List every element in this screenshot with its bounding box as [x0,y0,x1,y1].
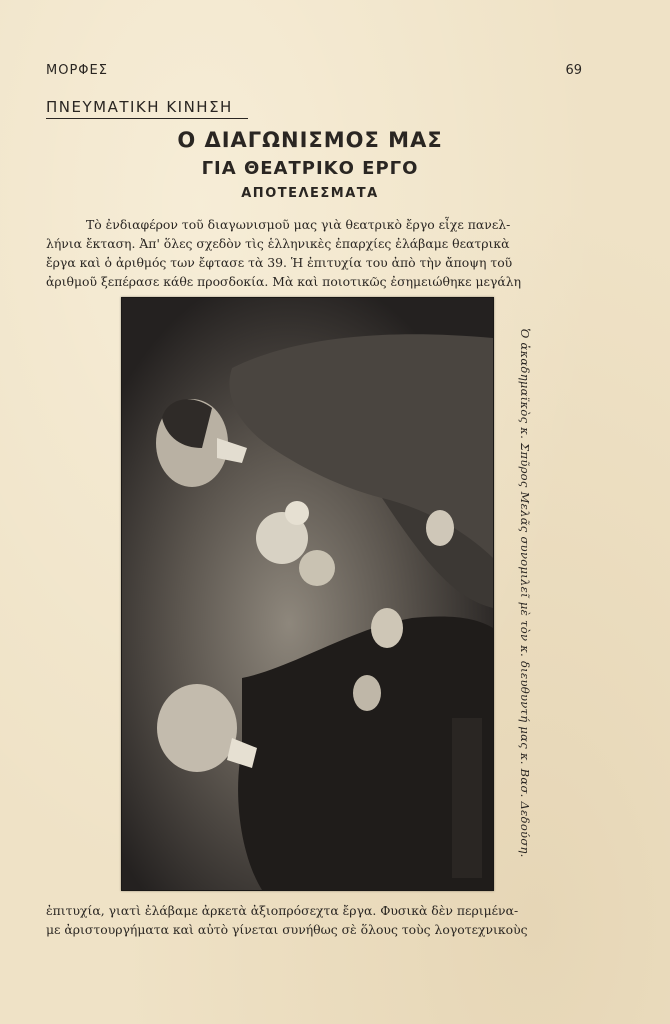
photograph [121,297,494,891]
photo-illustration [122,298,493,890]
text-line: ἐπιτυχία, γιατὶ ἐλάβαμε ἀρκετὰ ἀξιοπρόσεχτα ἔργα. Φυσικὰ δὲν περιμένα- [46,903,519,918]
text-line: λήνια ἔκταση. Ἀπ' ὅλες σχεδὸν τὶς ἑλληνικὲς ἐπαρχίες ἐλάβαμε θεατρικὰ [46,236,510,251]
article-title: Ο ΔΙΑΓΩΝΙΣΜΟΣ ΜΑΣ [177,128,443,152]
article-subtitle: ΓΙΑ ΘΕΑΤΡΙΚΟ ΕΡΓΟ [201,158,419,179]
page-number: 69 [565,63,582,78]
text-line: ἀριθμοῦ ξεπέρασε κάθε προσδοκία. Μὰ καὶ ποιοτικῶς ἐσημειώθηκε μεγάλη [46,274,522,289]
paragraph-intro [46,215,583,291]
paragraph-continued [46,901,583,939]
journal-name: ΜΟΡΦΕΣ [46,63,108,78]
text-line: με ἀριστουργήματα καὶ αὐτὸ γίνεται συνήθως σὲ ὅλους τοὺς λογοτεχνικοὺς [46,922,528,937]
section-title: ΠΝΕΥΜΑΤΙΚΗ ΚΙΝΗΣΗ [46,98,248,119]
caption-text: Ὁ ἀκαδημαϊκὸς κ. Σπῦρος Μελᾶς συνομιλεῖ μὲ τὸν κ. διευθυντή μας κ. Βασ. Δεδούση. [518,328,532,858]
photo-caption [512,303,538,883]
results-heading: ΑΠΟΤΕΛΕΣΜΑΤΑ [241,186,379,201]
text-line: Τὸ ἐνδιαφέρον τοῦ διαγωνισμοῦ μας γιὰ θεατρικὸ ἔργο εἶχε πανελ- [86,217,511,232]
text-line: ἔργα καὶ ὁ ἀριθμός των ἔφτασε τὰ 39. Ἡ ἐπιτυχία του ἀπὸ τὴν ἄποψη τοῦ [46,255,513,270]
